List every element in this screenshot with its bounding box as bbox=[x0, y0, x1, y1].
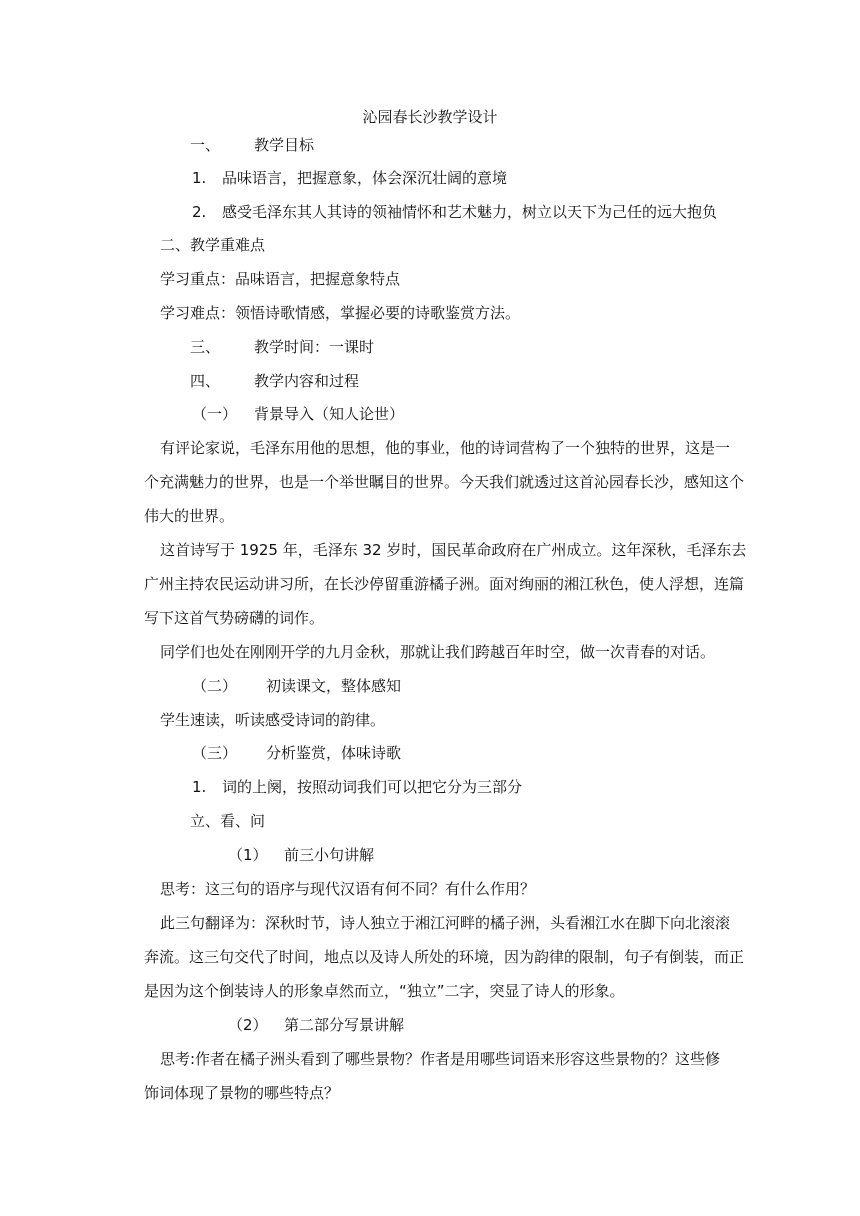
goal-2-text: 感受毛泽东其人其诗的领袖情怀和艺术魅力，树立以天下为己任的远大抱负 bbox=[222, 203, 718, 221]
goal-1-text: 品味语言，把握意象，体会深沉壮阔的意境 bbox=[222, 169, 508, 187]
section-1-number: 一、 bbox=[190, 136, 221, 154]
part-3-heading: 分析鉴赏，体味诗歌 bbox=[266, 744, 402, 762]
section-4-heading: 教学内容和过程 bbox=[254, 372, 360, 390]
paragraph-5-line: 是因为这个倒装诗人的形象卓然而立，“独立”二字，突显了诗人的形象。 bbox=[144, 982, 625, 1000]
paragraph-1-line: 有评论家说，毛泽东用他的思想，他的事业，他的诗词营构了一个独特的世界，这是一 bbox=[160, 439, 731, 457]
paragraph-3: 同学们也处在刚刚开学的九月金秋，那就让我们跨越百年时空，做一次青春的对话。 bbox=[160, 643, 716, 661]
sub-2-heading: 第二部分写景讲解 bbox=[284, 1016, 405, 1034]
section-3-number: 三、 bbox=[190, 338, 221, 356]
section-1-heading: 教学目标 bbox=[254, 136, 315, 154]
key-point: 学习重点：品味语言，把握意象特点 bbox=[160, 270, 401, 288]
item-1-text: 词的上阕，按照动词我们可以把它分为三部分 bbox=[222, 778, 523, 796]
item-1-number: 1. bbox=[192, 778, 207, 796]
goal-2-number: 2. bbox=[192, 203, 207, 221]
part-2-number: （二） bbox=[192, 677, 238, 695]
sub-1-heading: 前三小句讲解 bbox=[284, 846, 375, 864]
difficult-point: 学习难点：领悟诗歌情感，掌握必要的诗歌鉴赏方法。 bbox=[160, 304, 521, 322]
goal-1-number: 1. bbox=[192, 169, 207, 187]
sub-1-number: （1） bbox=[228, 846, 268, 864]
part-1-heading: 背景导入（知人论世） bbox=[254, 405, 405, 423]
paragraph-2-line: 广州主持农民运动讲习所，在长沙停留重游橘子洲。面对绚丽的湘江秋色，使人浮想，连篇 bbox=[144, 575, 745, 593]
paragraph-6-line: 饰词体现了景物的哪些特点？ bbox=[144, 1084, 340, 1102]
paragraph-6-line: 思考:作者在橘子洲头看到了哪些景物？作者是用哪些词语来形容这些景物的？这些修 bbox=[160, 1050, 721, 1068]
section-3-heading: 教学时间：一课时 bbox=[254, 338, 375, 356]
part-1-number: （一） bbox=[192, 405, 238, 423]
think-question-1: 思考：这三句的语序与现代汉语有何不同？有什么作用？ bbox=[160, 880, 536, 898]
part-2-heading: 初读课文，整体感知 bbox=[266, 677, 402, 695]
paragraph-5-line: 奔流。这三句交代了时间，地点以及诗人所处的环境，因为韵律的限制，句子有倒装，而正 bbox=[144, 948, 745, 966]
paragraph-4: 学生速读，听读感受诗词的韵律。 bbox=[160, 711, 386, 729]
paragraph-1-line: 伟大的世界。 bbox=[144, 507, 235, 525]
paragraph-1-line: 个充满魅力的世界，也是一个举世瞩目的世界。今天我们就透过这首沁园春长沙，感知这个 bbox=[144, 473, 745, 491]
part-3-number: （三） bbox=[192, 744, 238, 762]
paragraph-2-line: 写下这首气势磅礴的词作。 bbox=[144, 609, 325, 627]
document-title: 沁园春长沙教学设计 bbox=[362, 108, 498, 126]
section-4-number: 四、 bbox=[190, 372, 221, 390]
sub-2-number: （2） bbox=[228, 1016, 268, 1034]
section-2-heading: 二、教学重难点 bbox=[160, 236, 266, 254]
paragraph-2-line: 这首诗写于 1925 年，毛泽东 32 岁时，国民革命政府在广州成立。这年深秋，毛泽东去 bbox=[160, 541, 747, 559]
paragraph-5-line: 此三句翻译为：深秋时节，诗人独立于湘江河畔的橘子洲，头看湘江水在脚下向北滚滚 bbox=[160, 914, 731, 932]
verbs-line: 立、看、问 bbox=[190, 812, 266, 830]
